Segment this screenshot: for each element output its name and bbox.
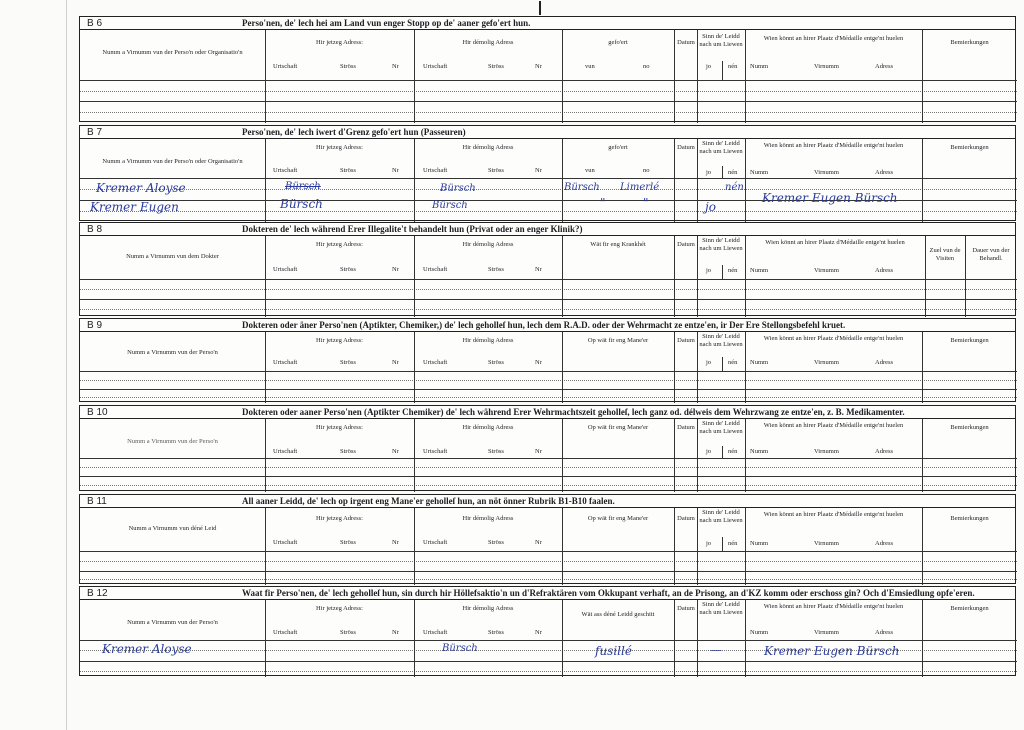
section-b7 [79,125,1016,221]
sub-stross: Ströss [488,629,504,636]
sub-virnumm: Virnumm [814,540,839,547]
section-header [80,223,1015,236]
medal-header: Wien könnt an hirer Plaatz d'Médaille entge'nt huelen [763,142,904,149]
section-title: Perso'nen, de' lech hei am Land vun enger Stopp op de' aaner gefo'ert hun. [242,18,531,28]
remarks-header: Bemierkungen [950,39,989,46]
sub-stross: Ströss [340,539,356,546]
sub-nen: nén [728,540,738,547]
section-code: B 7 [87,127,103,138]
section-header [80,319,1015,332]
sub-jo: jo [706,359,712,366]
name-column-header: Numm a Virnumm vun déné Leid [128,525,217,532]
sub-nr: Nr [535,63,542,70]
current-address-header: Hir jetzeg Adress: [316,39,363,46]
sub-urtschaft: Urtschaft [423,63,448,70]
handwritten-from: Bürsch [564,182,600,193]
sub-urtschaft: Urtschaft [423,629,448,636]
sub-nen: nén [728,359,738,366]
handwritten-address: Bürsch [442,643,478,654]
sub-numm: Numm [750,629,769,636]
sub-nr: Nr [535,448,542,455]
name-column-header: Numm a Virnumm vun der Perso'n oder Organisatio'n [102,158,243,165]
sub-stross: Ströss [340,63,356,70]
sub-adress: Adress [875,63,894,70]
datum-header: Datum [677,605,695,612]
sub-stross: Ströss [488,359,504,366]
sub-nr: Nr [392,359,399,366]
sub-numm: Numm [750,63,769,70]
handwritten-dash: — [710,643,722,657]
alive-header: Sinn de' Leidd nach um Liewen [699,237,743,252]
sub-adress: Adress [875,267,894,274]
sub-stross: Ströss [488,539,504,546]
sub-vun: vun [585,63,595,70]
remarks-header: Bemierkungen [950,144,989,151]
section-b11 [79,494,1016,584]
handwritten-jo: jo [705,200,716,214]
sub-jo: jo [706,169,712,176]
sub-nr: Nr [535,266,542,273]
sub-urtschaft: Urtschaft [423,359,448,366]
section-code: B 10 [87,407,108,418]
sub-urtschaft: Urtschaft [423,539,448,546]
section-code: B 12 [87,588,108,599]
section-header [80,587,1015,600]
handwritten-name: Kremer Aloyse [102,642,192,656]
sub-vun: vun [585,167,595,174]
section-title: Dokteren oder äner Perso'nen (Aptikter, Chemiker,) de' lech geholleſ hun, lech dem R.A.D. oder der Wehrmacht ze entze'en, ir Der Ere Stellongsbefehl kruet. [242,320,846,330]
section-title: Dokteren de' lech während Erer Illegalite't behandelt hun (Privat oder an enger Klinik?) [242,224,583,234]
section-b6 [79,16,1016,122]
name-column-header: Numm a Virnumm vun der Perso'n [127,438,218,445]
section-code: B 11 [87,496,107,507]
handwritten-medal-recipient: Kremer Eugen Bürsch [762,191,898,205]
sub-adress: Adress [875,629,894,636]
section-header [80,495,1015,508]
manner-header: Op wät fir eng Mane'er [587,337,649,344]
section-title: Waat fir Perso'nen, de' lech geholleſ hun, sin durch hir Höllefsaktio'n un d'Refraktären vom Okkupant verhaft, an de Prisong, an d'KZ komm oder erschoss gin? Och d'Emsiedlung opfe'eren. [242,588,975,598]
medal-header: Wien könnt an hirer Plaatz d'Médaille entge'nt huelen [763,422,904,429]
former-address-header: Hir démolig Adress [462,605,514,612]
former-address-header: Hir démolig Adress [462,39,514,46]
sub-nr: Nr [392,448,399,455]
current-address-header: Hir jetzeg Adress: [316,241,363,248]
sub-stross: Ströss [488,266,504,273]
section-title: All aaner Leidd, de' lech op irgent eng Mane'er geholleſ hun, an nöt önner Rubrik B1-B10 faalen. [242,496,615,506]
section-title: Perso'nen, de' lech iwert d'Grenz gefo'ert hun (Passeuren) [242,127,466,137]
sub-urtschaft: Urtschaft [273,63,298,70]
sub-nen: nén [728,169,738,176]
alive-header: Sinn de' Leidd nach um Liewen [699,33,743,48]
former-address-header: Hir démolig Adress [462,424,514,431]
binding-edge [66,0,67,730]
remarks-header: Bemierkungen [950,605,989,612]
sub-virnumm: Virnumm [814,63,839,70]
sub-no: no [643,167,650,174]
sub-stross: Ströss [340,448,356,455]
alive-header: Sinn de' Leidd nach um Liewen [699,333,743,348]
handwritten-address: Bürsch [432,200,468,211]
remarks-header: Bemierkungen [950,424,989,431]
sub-adress: Adress [875,540,894,547]
illness-header: Wät fir eng Krankhét [590,241,646,248]
current-address-header: Hir jetzeg Adress: [316,515,363,522]
current-address-header: Hir jetzeg Adress: [316,337,363,344]
sub-numm: Numm [750,169,769,176]
sub-jo: jo [706,63,712,70]
visits-header: Zuel vun de Visiten [929,247,961,262]
fate-header: Wät ass déné Leidd geschitt [581,611,655,618]
datum-header: Datum [677,144,695,151]
top-tick-mark [539,1,541,15]
sub-urtschaft: Urtschaft [423,448,448,455]
name-column-header: Numm a Virnumm vun der Perso'n oder Organisatio'n [102,49,243,56]
sub-nen: nén [728,448,738,455]
name-column-header: Numm a Virnumm vun der Perso'n [127,349,218,356]
sub-stross: Ströss [488,448,504,455]
sub-urtschaft: Urtschaft [273,448,298,455]
sub-no: no [643,63,650,70]
sub-numm: Numm [750,448,769,455]
section-title: Dokteren oder aaner Perso'nen (Aptikter Chemiker) de' lech während Erer Wehrmachtszeit geholleſ, lech ganz od. délweis dem Wehrzwang ze entze'en, z. B. Medikamenter. [242,407,905,417]
section-b12 [79,586,1016,676]
sub-urtschaft: Urtschaft [273,266,298,273]
sub-stross: Ströss [340,266,356,273]
sub-jo: jo [706,448,712,455]
medal-header: Wien könnt an hirer Plaatz d'Médaille entge'nt huelen [763,603,904,610]
datum-header: Datum [677,515,695,522]
former-address-header: Hir démolig Adress [462,337,514,344]
section-code: B 8 [87,224,103,235]
section-code: B 6 [87,18,103,29]
section-b9 [79,318,1016,402]
handwritten-fate: fusillé [595,644,632,658]
section-b8 [79,222,1016,316]
sub-stross: Ströss [488,167,504,174]
sub-stross: Ströss [488,63,504,70]
sub-virnumm: Virnumm [814,267,839,274]
alive-header: Sinn de' Leidd nach um Liewen [699,601,743,616]
sub-numm: Numm [750,540,769,547]
section-code: B 9 [87,320,103,331]
datum-header: Datum [677,39,695,46]
sub-urtschaft: Urtschaft [273,359,298,366]
handwritten-name: Kremer Aloyse [96,181,186,195]
datum-header: Datum [677,424,695,431]
alive-header: Sinn de' Leidd nach um Liewen [699,509,743,524]
handwritten-medal-recipient: Kremer Eugen Bürsch [764,644,900,658]
sub-nr: Nr [535,359,542,366]
sub-urtschaft: Urtschaft [273,539,298,546]
manner-header: Op wät fir eng Mane'er [587,515,649,522]
sub-numm: Numm [750,267,769,274]
sub-nen: nén [728,63,738,70]
handwritten-address: Bürsch [280,197,323,211]
medal-header: Wien könnt an hirer Plaatz d'Médaille entge'nt huelen [765,239,905,246]
remarks-header: Bemierkungen [950,337,989,344]
section-header [80,17,1015,30]
sub-nen: nén [728,267,738,274]
name-column-header: Numm a Virnumm vun dem Dokter [126,253,219,260]
medal-header: Wien könnt an hirer Plaatz d'Médaille entge'nt huelen [763,511,904,518]
sub-nr: Nr [392,63,399,70]
handwritten-to: Limerlé [620,182,660,193]
sub-stross: Ströss [340,167,356,174]
former-address-header: Hir démolig Adress [462,515,514,522]
sub-numm: Numm [750,359,769,366]
current-address-header: Hir jetzeg Adress: [316,144,363,151]
section-header [80,406,1015,419]
sub-jo: jo [706,267,712,274]
sub-stross: Ströss [340,629,356,636]
remarks-header: Bemierkungen [950,515,989,522]
sub-urtschaft: Urtschaft [273,629,298,636]
datum-header: Datum [677,241,695,248]
sub-adress: Adress [875,359,894,366]
sub-jo: jo [706,540,712,547]
alive-header: Sinn de' Leidd nach um Liewen [699,420,743,435]
duration-header: Dauer vun der Behandl. [972,247,1010,262]
sub-nr: Nr [392,629,399,636]
sub-urtschaft: Urtschaft [423,266,448,273]
manner-header: Op wät fir eng Mane'er [587,424,649,431]
driven-header: gefo'ert [608,39,628,46]
name-column-header: Numm a Virnumm vun der Perso'n [127,619,218,626]
handwritten-address: Bürsch [440,183,476,194]
sub-virnumm: Virnumm [814,169,839,176]
sub-virnumm: Virnumm [814,359,839,366]
alive-header: Sinn de' Leidd nach um Liewen [699,140,743,155]
sub-adress: Adress [875,448,894,455]
former-address-header: Hir démolig Adress [462,241,514,248]
sub-virnumm: Virnumm [814,448,839,455]
former-address-header: Hir démolig Adress [462,144,514,151]
sub-nr: Nr [392,167,399,174]
sub-nr: Nr [392,266,399,273]
handwritten-name: Kremer Eugen [90,200,179,214]
handwritten-nen: nén [725,182,744,193]
datum-header: Datum [677,337,695,344]
section-header [80,126,1015,139]
sub-stross: Ströss [340,359,356,366]
medal-header: Wien könnt an hirer Plaatz d'Médaille entge'nt huelen [763,35,904,42]
sub-urtschaft: Urtschaft [423,167,448,174]
section-b10 [79,405,1016,491]
sub-nr: Nr [392,539,399,546]
driven-header: gefo'ert [608,144,628,151]
sub-virnumm: Virnumm [814,629,839,636]
handwritten-address-struck: Bürsch [285,181,321,192]
sub-nr: Nr [535,629,542,636]
sub-nr: Nr [535,167,542,174]
current-address-header: Hir jetzeg Adress: [316,424,363,431]
sub-adress: Adress [875,169,894,176]
medal-header: Wien könnt an hirer Plaatz d'Médaille entge'nt huelen [763,335,904,342]
sub-urtschaft: Urtschaft [273,167,298,174]
sub-nr: Nr [535,539,542,546]
ditto-mark: " [600,196,606,210]
ditto-mark: " [643,196,649,210]
current-address-header: Hir jetzeg Adress: [316,605,363,612]
